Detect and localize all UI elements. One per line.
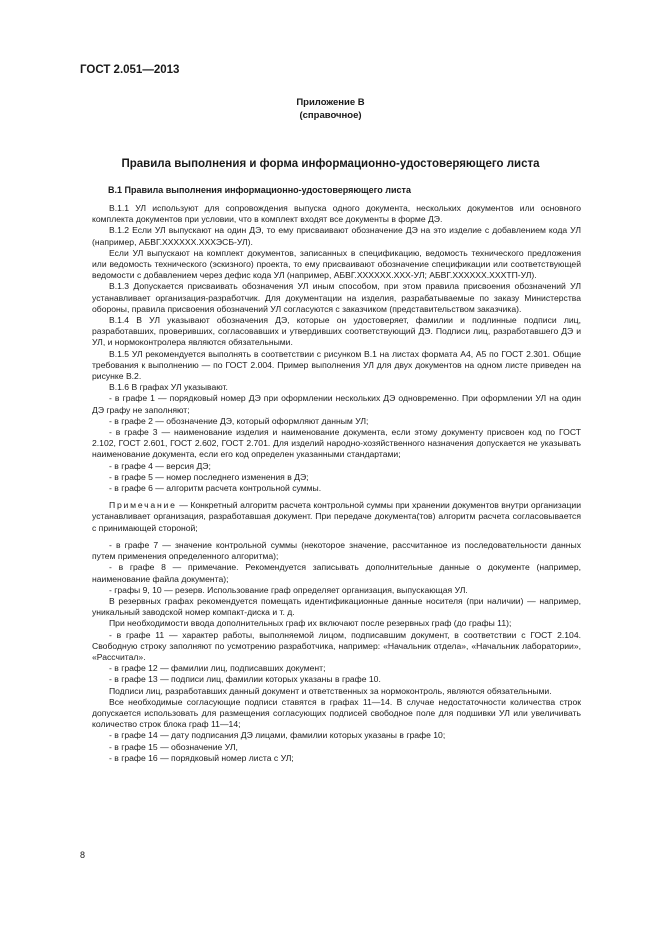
list-item: - в графе 14 — дату подписания ДЭ лицами, фамилии которых указаны в графе 10; [109, 730, 446, 741]
list-item: - в графе 11 — характер работы, выполняемой лицом, подписавшим документ, в соответствии с ГОСТ 2.104. Свободную строку заполняют по усмотрению разработчика, например: «Начальник отдела», «Начальник лаборатории», «Рассчитал». [92, 629, 581, 662]
note-label: Примечание [109, 500, 177, 511]
paragraph: Все необходимые согласующие подписи ставятся в графах 11—14. В случае недостаточности количества строк допускается использовать для размещения согласующих подписей свободное поле для подшивки УЛ или увеличивать количество строк блока граф 11—14; [92, 696, 581, 730]
paragraph: Если УЛ выпускают на комплект документов, записанных в спецификацию, ведомость технического предложения или ведомость технического (эскизного) проекта, то ему присваивают обозначение спецификации или соответствующей ведомости с добавлением через дефис кода УЛ (например, АБВГ.XXXXXX.XXX-УЛ; АБВГ.XXXXXX.XXXТП-УЛ). [92, 247, 581, 281]
list-item: - в графе 2 — обозначение ДЭ, который оформляют данным УЛ; [109, 415, 369, 426]
list-item: - в графе 12 — фамилии лиц, подписавших документ; [109, 663, 326, 674]
paragraph: В.1.3 Допускается присваивать обозначения УЛ иным способом, при этом правила присвоения обозначений УЛ устанавливает организация-разработчик. Для документации на изделия, разрабатываемые по заказу Министерства обороны, правила присвоения обозначений УЛ согласуются с заказчиком (представительством заказчика). [92, 281, 581, 314]
list-item: - в графе 8 — примечание. Рекомендуется записывать дополнительные данные о документе (например, наименование файла документа); [92, 562, 581, 584]
paragraph: В резервных графах рекомендуется помещать идентификационные данные носителя (при наличии) — например, уникальный заводской номер компакт-диска и т. д. [92, 595, 581, 618]
note-text: — Конкретный алгоритм расчета контрольной суммы при хранении документов внутри организации устанавливает организация, разработавшая документ. При передаче документа(тов) алгоритм расчета согласовывается с принимающей стороной; [92, 500, 582, 533]
list-item: - в графе 13 — подписи лиц, фамилии которых указаны в графе 10. [109, 674, 381, 685]
paragraph: В.1.1 УЛ используют для сопровождения выпуска одного документа, нескольких документов или основного комплекта документов при условии, что в комплект входят все документы в форме ДЭ. [92, 203, 581, 225]
list-item: - в графе 15 — обозначение УЛ, [109, 741, 238, 752]
body-text [92, 203, 581, 764]
paragraph: При необходимости ввода дополнительных граф их включают после резервных граф (до графы 11); [109, 618, 512, 629]
appendix-type: (справочное) [299, 110, 362, 121]
paragraph: Подписи лиц, разработавших данный документ и ответственных за нормоконтроль, являются обязательными. [109, 685, 552, 696]
list-item: - в графе 3 — наименование изделия и наименование документа, если этому документу присвоен код по ГОСТ 2.102, ГОСТ 2.601, ГОСТ 2.602, ГОСТ 2.701. Для изделий народно-хозяйственного назначения допускается не указывать наименование документа, если его код определен указанными стандартами; [92, 427, 581, 460]
note [92, 500, 581, 534]
list-item: - в графе 1 — порядковый номер ДЭ при оформлении нескольких ДЭ одновременно. При оформлении УЛ на один ДЭ графу не заполняют; [92, 393, 581, 415]
list-item: - в графе 5 — номер последнего изменения в ДЭ; [109, 471, 309, 482]
document-code-header: ГОСТ 2.051—2013 [80, 64, 180, 76]
list-item: - в графе 6 — алгоритм расчета контрольной суммы. [109, 483, 322, 494]
appendix-label: Приложение В [296, 97, 365, 108]
section-heading: В.1 Правила выполнения информационно-удостоверяющего листа [108, 185, 411, 195]
page-number: 8 [80, 850, 86, 860]
list-item: - в графе 4 — версия ДЭ; [109, 460, 211, 471]
paragraph: В.1.4 В УЛ указывают обозначения ДЭ, которые он удостоверяет, фамилии и подлинные подписи лиц, разработавших, проверивших, согласовавших и утвердивших соответствующий ДЭ. Подписи лиц, разработавшего ДЭ и УЛ, и нормоконтролера являются обязательными. [92, 315, 581, 348]
paragraph: В.1.2 Если УЛ выпускают на один ДЭ, то ему присваивают обозначение ДЭ на это изделие с добавлением кода УЛ (например, АБВГ.XXXXXX.XXXЭСБ-УЛ). [92, 225, 581, 247]
appendix-title: Правила выполнения и форма информационно-удостоверяющего листа [121, 158, 540, 170]
list-item: - графы 9, 10 — резерв. Использование граф определяет организация, выпускающая УЛ. [109, 584, 468, 595]
paragraph: В.1.6 В графах УЛ указывают. [109, 382, 228, 393]
list-item: - в графе 7 — значение контрольной суммы (некоторое значение, рассчитанное из последовательности данных путем применения определенного алгоритма); [92, 539, 581, 562]
list-item: - в графе 16 — порядковый номер листа с УЛ; [109, 752, 294, 763]
paragraph: В.1.5 УЛ рекомендуется выполнять в соответствии с рисунком В.1 на листах формата А4, А5 по ГОСТ 2.301. Общие требования к выполнению — по ГОСТ 2.004. Пример выполнения УЛ для двух документов на одном листе приведен на рисунке В.2. [92, 348, 581, 382]
